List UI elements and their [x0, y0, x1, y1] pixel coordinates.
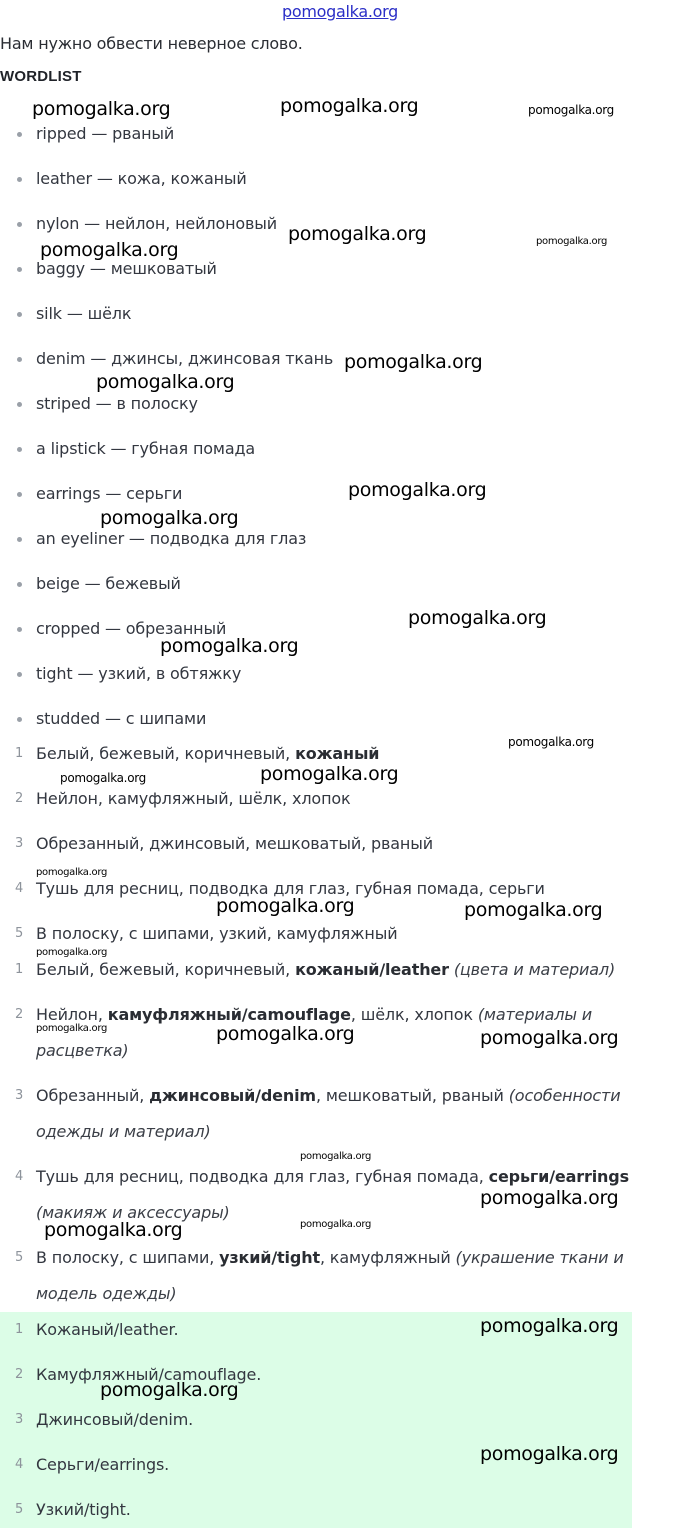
- row-number: 2: [14, 1007, 24, 1022]
- highlighted-word: камуфляжный/camouflage: [107, 1005, 351, 1024]
- answer-text: Узкий/tight.: [36, 1500, 131, 1519]
- intro-text: Нам нужно обвести неверное слово.: [0, 34, 303, 53]
- row-number: 1: [14, 962, 24, 977]
- task-text: В полоску, с шипами, узкий, камуфляжный: [36, 924, 398, 943]
- answer-row: [0, 1492, 632, 1528]
- list-item: [0, 431, 632, 467]
- row-number: 4: [14, 1169, 24, 1184]
- explanation-text: Обрезанный, джинсовый/denim, мешковатый, рваный (особенности одежды и материал): [36, 1086, 621, 1141]
- task-text: Тушь для ресниц, подводка для глаз, губная помада, серьги: [36, 879, 545, 898]
- list-item-text: silk — шёлк: [36, 304, 132, 323]
- watermark: pomogalka.org: [536, 236, 608, 247]
- task-text: Нейлон, камуфляжный, шёлк, хлопок: [36, 789, 351, 808]
- list-item-text: denim — джинсы, джинсовая ткань: [36, 349, 334, 368]
- answer-text: Серьги/earrings.: [36, 1455, 170, 1474]
- watermark: pomogalka.org: [300, 1219, 372, 1230]
- watermark: pomogalka.org: [260, 763, 399, 785]
- answer-text: Камуфляжный/camouflage.: [36, 1365, 262, 1384]
- row-number: 1: [14, 1322, 24, 1337]
- task-row: [0, 781, 632, 817]
- watermark: pomogalka.org: [100, 507, 239, 529]
- watermark: pomogalka.org: [344, 351, 483, 373]
- row-number: 2: [14, 1367, 24, 1382]
- answer-text: Джинсовый/denim.: [36, 1410, 194, 1429]
- explanation-row: [0, 1078, 632, 1150]
- list-item-text: ripped — рваный: [36, 124, 175, 143]
- list-item-text: baggy — мешковатый: [36, 259, 217, 278]
- explanation-note: (материалы и расцветка): [36, 1005, 593, 1060]
- watermark: pomogalka.org: [280, 95, 419, 117]
- list-item: [0, 116, 632, 152]
- list-item-text: tight — узкий, в обтяжку: [36, 664, 242, 683]
- list-item: [0, 701, 632, 737]
- watermark: pomogalka.org: [348, 479, 487, 501]
- highlighted-word: кожаный/leather: [295, 960, 449, 979]
- bullet-icon: [17, 492, 22, 497]
- watermark: pomogalka.org: [480, 1315, 619, 1337]
- bullet-icon: [17, 402, 22, 407]
- row-number: 3: [14, 836, 24, 851]
- list-item: [0, 476, 632, 512]
- watermark: pomogalka.org: [216, 895, 355, 917]
- row-number: 4: [14, 1457, 24, 1472]
- explanation-note: (цвета и материал): [453, 960, 616, 979]
- bullet-icon: [17, 267, 22, 272]
- list-item-text: beige — бежевый: [36, 574, 181, 593]
- row-number: 5: [14, 926, 24, 941]
- bullet-icon: [17, 222, 22, 227]
- bullet-icon: [17, 582, 22, 587]
- watermark: pomogalka.org: [508, 735, 594, 749]
- row-number: 4: [14, 881, 24, 896]
- list-item-text: striped — в полоску: [36, 394, 198, 413]
- list-item: [0, 161, 632, 197]
- watermark: pomogalka.org: [44, 1219, 183, 1241]
- explanation-note: (украшение ткани и модель одежды): [36, 1248, 624, 1303]
- bullet-icon: [17, 132, 22, 137]
- watermark: pomogalka.org: [40, 239, 179, 261]
- watermark: pomogalka.org: [408, 607, 547, 629]
- site-link[interactable]: pomogalka.org: [282, 2, 398, 21]
- watermark: pomogalka.org: [100, 1379, 239, 1401]
- highlighted-word: кожаный: [295, 744, 380, 763]
- list-item: [0, 341, 632, 377]
- explanation-note: (макияж и аксессуары): [36, 1203, 230, 1222]
- bullet-icon: [17, 312, 22, 317]
- list-item: [0, 656, 632, 692]
- watermark: pomogalka.org: [36, 947, 108, 958]
- watermark: pomogalka.org: [160, 635, 299, 657]
- explanation-note: (особенности одежды и материал): [36, 1086, 621, 1141]
- answer-row: [0, 1357, 632, 1393]
- watermark: pomogalka.org: [216, 1023, 355, 1045]
- list-item-text: earrings — серьги: [36, 484, 183, 503]
- watermark: pomogalka.org: [36, 867, 108, 878]
- explanation-text: Тушь для ресниц, подводка для глаз, губная помада, серьги/earrings (макияж и аксессуары): [36, 1167, 629, 1222]
- row-number: 5: [14, 1502, 24, 1517]
- list-item-text: nylon — нейлон, нейлоновый: [36, 214, 278, 233]
- bullet-icon: [17, 537, 22, 542]
- bullet-icon: [17, 627, 22, 632]
- answer-row: [0, 1402, 632, 1438]
- highlighted-word: серьги/earrings: [488, 1167, 629, 1186]
- highlighted-word: узкий/tight: [219, 1248, 320, 1267]
- row-number: 1: [14, 746, 24, 761]
- watermark: pomogalka.org: [36, 1023, 108, 1034]
- watermark: pomogalka.org: [480, 1027, 619, 1049]
- bullet-icon: [17, 717, 22, 722]
- bullet-icon: [17, 177, 22, 182]
- list-item: [0, 296, 632, 332]
- list-item-text: an eyeliner — подводка для глаз: [36, 529, 307, 548]
- row-number: 5: [14, 1250, 24, 1265]
- watermark: pomogalka.org: [480, 1187, 619, 1209]
- watermark: pomogalka.org: [464, 899, 603, 921]
- bullet-icon: [17, 672, 22, 677]
- explanation-row: [0, 1240, 632, 1312]
- explanation-text: Белый, бежевый, коричневый, кожаный/leather (цвета и материал): [36, 960, 616, 979]
- task-text: Белый, бежевый, коричневый, кожаный: [36, 744, 380, 763]
- bullet-icon: [17, 447, 22, 452]
- watermark: pomogalka.org: [300, 1151, 372, 1162]
- list-item-text: a lipstick — губная помада: [36, 439, 256, 458]
- watermark: pomogalka.org: [480, 1443, 619, 1465]
- list-item: [0, 386, 632, 422]
- list-item-text: leather — кожа, кожаный: [36, 169, 247, 188]
- watermark: pomogalka.org: [528, 103, 614, 117]
- list-item-text: studded — с шипами: [36, 709, 207, 728]
- list-item: [0, 521, 632, 557]
- task-row: [0, 826, 632, 862]
- list-item-text: cropped — обрезанный: [36, 619, 227, 638]
- watermark: pomogalka.org: [32, 98, 171, 120]
- watermark: pomogalka.org: [288, 223, 427, 245]
- row-number: 3: [14, 1412, 24, 1427]
- explanation-text: В полоску, с шипами, узкий/tight, камуфляжный (украшение ткани и модель одежды): [36, 1248, 624, 1303]
- watermark: pomogalka.org: [96, 371, 235, 393]
- answer-text: Кожаный/leather.: [36, 1320, 179, 1339]
- row-number: 2: [14, 791, 24, 806]
- bullet-icon: [17, 357, 22, 362]
- wordlist-heading: WORDLIST: [0, 68, 82, 85]
- explanation-text: Нейлон, камуфляжный/camouflage, шёлк, хлопок (материалы и расцветка): [36, 1005, 593, 1060]
- watermark: pomogalka.org: [60, 771, 146, 785]
- task-text: Обрезанный, джинсовый, мешковатый, рваный: [36, 834, 433, 853]
- row-number: 3: [14, 1088, 24, 1103]
- list-item: [0, 566, 632, 602]
- highlighted-word: джинсовый/denim: [149, 1086, 316, 1105]
